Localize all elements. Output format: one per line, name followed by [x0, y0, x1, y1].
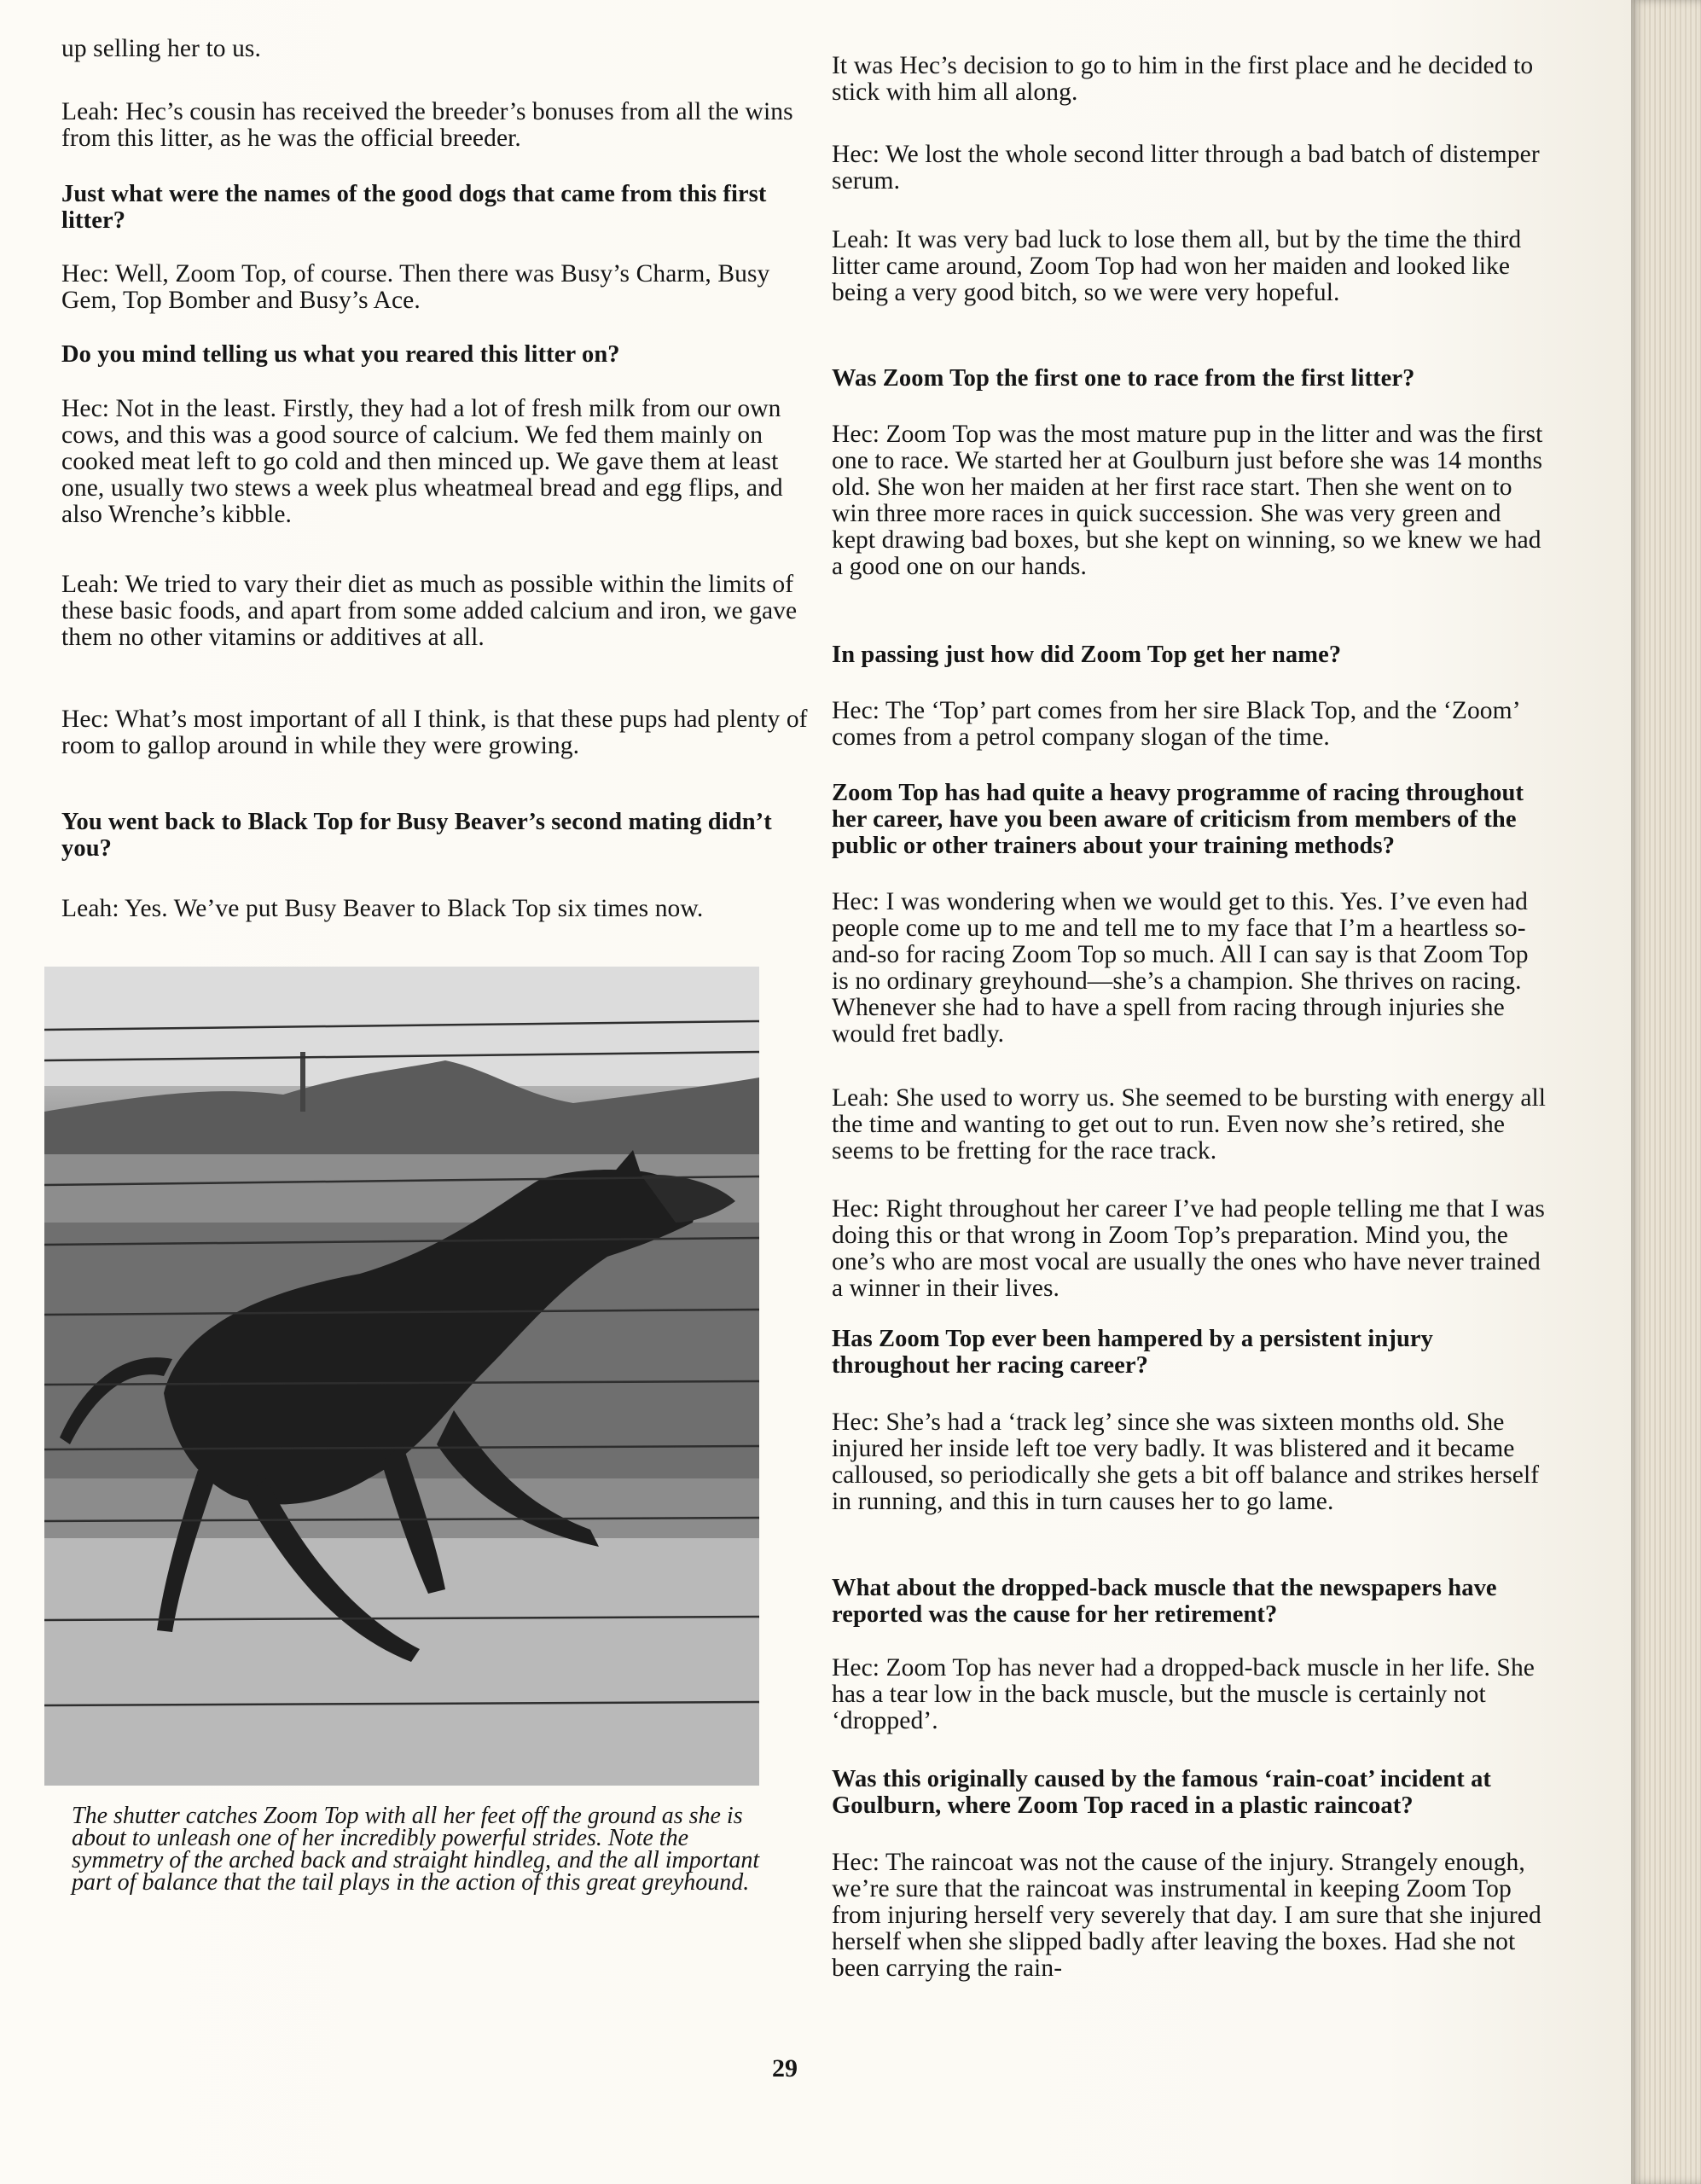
right-question-heading: Zoom Top has had quite a heavy programme of racing throughout her career, have you been aware of criticism from members of the public or other trainers about your training methods? [832, 780, 1524, 859]
page-number: 29 [772, 2054, 798, 2082]
right-text-block: Hec: Zoom Top has never had a dropped-back muscle in her life. She has a tear low in the back muscle, but the muscle is certainly not ‘dropped’. [832, 1654, 1535, 1734]
left-text-block: Hec: Well, Zoom Top, of course. Then there was Busy’s Charm, Busy Gem, Top Bomber and Busy’s Ace. [61, 260, 770, 314]
left-question-heading: You went back to Black Top for Busy Beaver’s second mating didn’t you? [61, 809, 772, 862]
right-text-block: Hec: We lost the whole second litter through a bad batch of distemper serum. [832, 141, 1540, 195]
left-text-block: Leah: We tried to vary their diet as much as possible within the limits of these basic foods, and apart from some added calcium and iron, we gave them no other vitamins or additives at all. [61, 571, 798, 651]
right-text-block: Hec: Zoom Top was the most mature pup in the litter and was the first one to race. We started her at Goulburn just before she was 14 months old. She won her maiden at her first race start. Then she went on to win three more races in quick succession. She was very green and kept drawing bad boxes, but she kept on winning, so we knew we had a good one on our hands. [832, 421, 1543, 580]
left-text-block: Hec: What’s most important of all I think, is that these pups had plenty of room to gallop around in while they were growing. [61, 706, 808, 759]
photo-caption: The shutter catches Zoom Top with all her feet off the ground as she is about to unleash one of her incredibly powerful strides. Note the symmetry of the arched back and straight hindleg, and the all important part of balance that the tail plays in the action of this great greyhound. [72, 1803, 760, 1896]
greyhound-photo-drawing [44, 967, 759, 1786]
right-text-block: It was Hec’s decision to go to him in the first place and he decided to stick with him all along. [832, 52, 1534, 106]
right-text-block: Hec: She’s had a ‘track leg’ since she was sixteen months old. She injured her inside left toe very badly. It was blistered and it became calloused, so periodically she gets a bit off balance and strikes herself in running, and this in turn causes her to go lame. [832, 1409, 1540, 1515]
right-question-heading: Was this originally caused by the famous ‘rain-coat’ incident at Goulburn, where Zoom Top raced in a plastic raincoat? [832, 1766, 1492, 1819]
right-text-block: Leah: It was very bad luck to lose them all, but by the time the third litter came around, Zoom Top had won her maiden and looked like being a very good bitch, so we were very hopeful. [832, 226, 1522, 306]
right-question-heading: Was Zoom Top the first one to race from the first litter? [832, 365, 1415, 392]
left-text-block: Hec: Not in the least. Firstly, they had a lot of fresh milk from our own cows, and this was a good source of calcium. We fed them mainly on cooked meat left to go cold and then minced up. We gave them at least one, usually two stews a week plus wheatmeal bread and egg flips, and also Wrenche’s kibble. [61, 395, 783, 528]
left-question-heading: Just what were the names of the good dogs that came from this first litter? [61, 181, 767, 234]
right-question-heading: In passing just how did Zoom Top get her name? [832, 642, 1342, 668]
left-question-heading: Do you mind telling us what you reared this litter on? [61, 341, 620, 368]
right-question-heading: Has Zoom Top ever been hampered by a persistent injury throughout her racing career? [832, 1326, 1434, 1379]
right-text-block: Hec: The ‘Top’ part comes from her sire Black Top, and the ‘Zoom’ comes from a petrol company slogan of the time. [832, 697, 1519, 751]
greyhound-photo [44, 967, 759, 1786]
left-text-block: up selling her to us. [61, 35, 261, 62]
right-question-heading: What about the dropped-back muscle that the newspapers have reported was the cause for her retirement? [832, 1575, 1497, 1628]
left-text-block: Leah: Hec’s cousin has received the breeder’s bonuses from all the wins from this litter, as he was the official breeder. [61, 98, 793, 152]
left-text-block: Leah: Yes. We’ve put Busy Beaver to Black Top six times now. [61, 895, 704, 922]
right-text-block: Hec: Right throughout her career I’ve had people telling me that I was doing this or that wrong in Zoom Top’s preparation. Mind you, the one’s who are most vocal are usually the ones who have never trained a winner in their lives. [832, 1195, 1545, 1302]
page-binding-edge [1631, 0, 1701, 2184]
right-text-block: Hec: The raincoat was not the cause of the injury. Strangely enough, we’re sure that the raincoat was instrumental in keeping Zoom Top from injuring herself very severely that day. I am sure that she injured herself when she slipped badly after leaving the boxes. Had she not been carrying the rain- [832, 1849, 1541, 1982]
right-text-block: Leah: She used to worry us. She seemed to be bursting with energy all the time and wanting to get out to run. Even now she’s retired, she seems to be fretting for the race track. [832, 1084, 1547, 1165]
right-text-block: Hec: I was wondering when we would get to this. Yes. I’ve even had people come up to me and tell me to my face that I’m a heartless so-and-so for racing Zoom Top so much. All I can say is that Zoom Top is no ordinary greyhound—she’s a champion. She thrives on racing. Whenever she had to have a spell from racing through injuries she would fret badly. [832, 888, 1529, 1048]
